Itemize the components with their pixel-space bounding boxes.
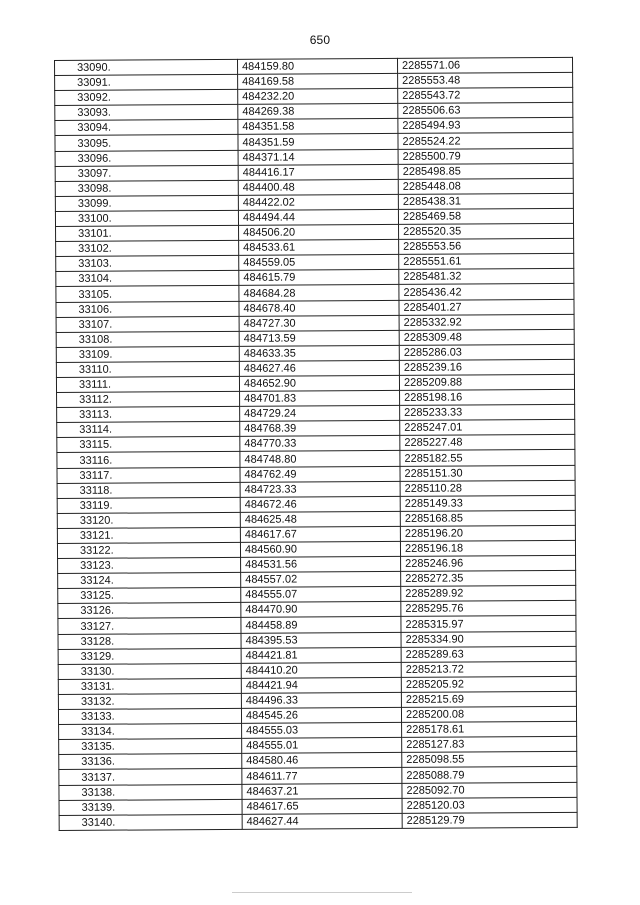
y-coordinate-cell: 2285088.79	[402, 767, 577, 783]
x-coordinate-cell: 484768.39	[240, 421, 400, 437]
y-coordinate-cell: 2285551.61	[399, 254, 574, 270]
y-coordinate-cell: 2285178.61	[402, 721, 577, 737]
x-coordinate-cell: 484617.65	[242, 798, 402, 814]
x-coordinate-cell: 484545.26	[241, 707, 401, 723]
y-coordinate-cell: 2285332.92	[399, 314, 574, 330]
x-coordinate-cell: 484555.01	[242, 738, 402, 754]
point-id-cell: 33109.	[56, 346, 239, 362]
y-coordinate-cell: 2285289.92	[401, 586, 576, 602]
y-coordinate-cell: 2285205.92	[401, 676, 576, 692]
point-id-cell: 33138.	[59, 784, 242, 800]
x-coordinate-cell: 484351.58	[238, 119, 398, 135]
y-coordinate-cell: 2285520.35	[399, 223, 574, 239]
y-coordinate-cell: 2285227.48	[400, 435, 575, 451]
point-id-cell: 33097.	[55, 165, 238, 181]
point-id-cell: 33139.	[59, 799, 242, 815]
x-coordinate-cell: 484421.94	[241, 677, 401, 693]
point-id-cell: 33131.	[58, 678, 241, 694]
point-id-cell: 33108.	[56, 331, 239, 347]
x-coordinate-cell: 484678.40	[239, 300, 399, 316]
y-coordinate-cell: 2285272.35	[401, 571, 576, 587]
point-id-cell: 33093.	[55, 105, 238, 121]
x-coordinate-cell: 484611.77	[242, 768, 402, 784]
point-id-cell: 33112.	[57, 391, 240, 407]
x-coordinate-cell: 484723.33	[240, 481, 400, 497]
y-coordinate-cell: 2285553.56	[399, 238, 574, 254]
point-id-cell: 33119.	[57, 497, 240, 513]
point-id-cell: 33130.	[58, 663, 241, 679]
x-coordinate-cell: 484232.20	[238, 89, 398, 105]
y-coordinate-cell: 2285500.79	[398, 148, 573, 164]
point-id-cell: 33118.	[57, 482, 240, 498]
point-id-cell: 33096.	[55, 150, 238, 166]
point-id-cell: 33106.	[56, 301, 239, 317]
x-coordinate-cell: 484458.89	[241, 617, 401, 633]
page-number: 650	[309, 33, 331, 47]
y-coordinate-cell: 2285553.48	[398, 72, 573, 88]
point-id-cell: 33091.	[55, 74, 238, 90]
point-id-cell: 33123.	[58, 557, 241, 573]
x-coordinate-cell: 484627.44	[242, 813, 402, 829]
x-coordinate-cell: 484580.46	[242, 753, 402, 769]
y-coordinate-cell: 2285315.97	[401, 616, 576, 632]
point-id-cell: 33137.	[59, 769, 242, 785]
point-id-cell: 33113.	[57, 407, 240, 423]
point-id-cell: 33140.	[59, 814, 242, 830]
y-coordinate-cell: 2285151.30	[400, 465, 575, 481]
y-coordinate-cell: 2285127.83	[402, 737, 577, 753]
y-coordinate-cell: 2285334.90	[401, 631, 576, 647]
point-id-cell: 33111.	[56, 376, 239, 392]
x-coordinate-cell: 484617.67	[240, 526, 400, 542]
point-id-cell: 33121.	[57, 527, 240, 543]
point-id-cell: 33099.	[55, 195, 238, 211]
x-coordinate-cell: 484615.79	[239, 270, 399, 286]
y-coordinate-cell: 2285215.69	[401, 691, 576, 707]
y-coordinate-cell: 2285247.01	[400, 420, 575, 436]
point-id-cell: 33122.	[57, 542, 240, 558]
point-id-cell: 33133.	[58, 708, 241, 724]
x-coordinate-cell: 484494.44	[238, 209, 398, 225]
point-id-cell: 33105.	[56, 286, 239, 302]
x-coordinate-cell: 484531.56	[241, 556, 401, 572]
point-id-cell: 33135.	[59, 739, 242, 755]
point-id-cell: 33136.	[59, 754, 242, 770]
x-coordinate-cell: 484506.20	[239, 224, 399, 240]
x-coordinate-cell: 484555.03	[242, 723, 402, 739]
y-coordinate-cell: 2285494.93	[398, 118, 573, 134]
point-id-cell: 33095.	[55, 135, 238, 151]
y-coordinate-cell: 2285295.76	[401, 601, 576, 617]
point-id-cell: 33126.	[58, 603, 241, 619]
y-coordinate-cell: 2285129.79	[402, 812, 577, 828]
x-coordinate-cell: 484770.33	[240, 436, 400, 452]
y-coordinate-cell: 2285168.85	[400, 510, 575, 526]
point-id-cell: 33120.	[57, 512, 240, 528]
x-coordinate-cell: 484633.35	[239, 345, 399, 361]
y-coordinate-cell: 2285481.32	[399, 269, 574, 285]
y-coordinate-cell: 2285246.96	[401, 555, 576, 571]
y-coordinate-cell: 2285286.03	[399, 344, 574, 360]
y-coordinate-cell: 2285571.06	[397, 57, 572, 73]
y-coordinate-cell: 2285182.55	[400, 450, 575, 466]
x-coordinate-cell: 484416.17	[238, 164, 398, 180]
y-coordinate-cell: 2285209.88	[399, 374, 574, 390]
x-coordinate-cell: 484729.24	[240, 406, 400, 422]
x-coordinate-cell: 484557.02	[241, 572, 401, 588]
y-coordinate-cell: 2285149.33	[400, 495, 575, 511]
point-id-cell: 33115.	[57, 437, 240, 453]
x-coordinate-cell: 484269.38	[238, 104, 398, 120]
x-coordinate-cell: 484762.49	[240, 466, 400, 482]
y-coordinate-cell: 2285198.16	[400, 389, 575, 405]
x-coordinate-cell: 484713.59	[239, 330, 399, 346]
x-coordinate-cell: 484727.30	[239, 315, 399, 331]
x-coordinate-cell: 484395.53	[241, 632, 401, 648]
x-coordinate-cell: 484625.48	[240, 511, 400, 527]
point-id-cell: 33103.	[56, 256, 239, 272]
coordinate-table	[54, 57, 578, 831]
y-coordinate-cell: 2285098.55	[402, 752, 577, 768]
y-coordinate-cell: 2285110.28	[400, 480, 575, 496]
point-id-cell: 33114.	[57, 422, 240, 438]
y-coordinate-cell: 2285196.18	[400, 540, 575, 556]
x-coordinate-cell: 484400.48	[238, 179, 398, 195]
y-coordinate-cell: 2285438.31	[398, 193, 573, 209]
point-id-cell: 33116.	[57, 452, 240, 468]
x-coordinate-cell: 484684.28	[239, 285, 399, 301]
x-coordinate-cell: 484637.21	[242, 783, 402, 799]
x-coordinate-cell: 484652.90	[239, 375, 399, 391]
x-coordinate-cell: 484748.80	[240, 451, 400, 467]
x-coordinate-cell: 484470.90	[241, 602, 401, 618]
point-id-cell: 33102.	[56, 241, 239, 257]
y-coordinate-cell: 2285233.33	[400, 404, 575, 420]
point-id-cell: 33092.	[55, 90, 238, 106]
y-coordinate-cell: 2285436.42	[399, 284, 574, 300]
point-id-cell: 33132.	[58, 693, 241, 709]
point-id-cell: 33098.	[55, 180, 238, 196]
scan-edge-line	[232, 892, 412, 893]
point-id-cell: 33100.	[55, 210, 238, 226]
point-id-cell: 33107.	[56, 316, 239, 332]
point-id-cell: 33104.	[56, 271, 239, 287]
point-id-cell: 33127.	[58, 618, 241, 634]
table-row	[59, 812, 577, 830]
point-id-cell: 33110.	[56, 361, 239, 377]
x-coordinate-cell: 484410.20	[241, 662, 401, 678]
point-id-cell: 33129.	[58, 648, 241, 664]
y-coordinate-cell: 2285092.70	[402, 782, 577, 798]
point-id-cell: 33124.	[58, 573, 241, 589]
coordinate-table-body	[55, 57, 578, 830]
y-coordinate-cell: 2285289.63	[401, 646, 576, 662]
y-coordinate-cell: 2285524.22	[398, 133, 573, 149]
x-coordinate-cell: 484627.46	[239, 360, 399, 376]
x-coordinate-cell: 484351.59	[238, 134, 398, 150]
y-coordinate-cell: 2285506.63	[398, 103, 573, 119]
point-id-cell: 33094.	[55, 120, 238, 136]
point-id-cell: 33090.	[55, 59, 238, 75]
y-coordinate-cell: 2285200.08	[401, 706, 576, 722]
y-coordinate-cell: 2285543.72	[398, 88, 573, 104]
y-coordinate-cell: 2285448.08	[398, 178, 573, 194]
y-coordinate-cell: 2285120.03	[402, 797, 577, 813]
x-coordinate-cell: 484559.05	[239, 255, 399, 271]
x-coordinate-cell: 484533.61	[239, 240, 399, 256]
x-coordinate-cell: 484169.58	[238, 73, 398, 89]
y-coordinate-cell: 2285213.72	[401, 661, 576, 677]
point-id-cell: 33101.	[56, 225, 239, 241]
y-coordinate-cell: 2285469.58	[398, 208, 573, 224]
x-coordinate-cell: 484555.07	[241, 587, 401, 603]
point-id-cell: 33134.	[59, 723, 242, 739]
y-coordinate-cell: 2285239.16	[399, 359, 574, 375]
point-id-cell: 33125.	[58, 588, 241, 604]
x-coordinate-cell: 484672.46	[240, 496, 400, 512]
point-id-cell: 33117.	[57, 467, 240, 483]
point-id-cell: 33128.	[58, 633, 241, 649]
x-coordinate-cell: 484159.80	[237, 58, 397, 74]
x-coordinate-cell: 484701.83	[240, 390, 400, 406]
y-coordinate-cell: 2285498.85	[398, 163, 573, 179]
x-coordinate-cell: 484496.33	[241, 692, 401, 708]
y-coordinate-cell: 2285309.48	[399, 329, 574, 345]
x-coordinate-cell: 484421.81	[241, 647, 401, 663]
x-coordinate-cell: 484371.14	[238, 149, 398, 165]
x-coordinate-cell: 484422.02	[238, 194, 398, 210]
x-coordinate-cell: 484560.90	[240, 541, 400, 557]
y-coordinate-cell: 2285196.20	[400, 525, 575, 541]
y-coordinate-cell: 2285401.27	[399, 299, 574, 315]
